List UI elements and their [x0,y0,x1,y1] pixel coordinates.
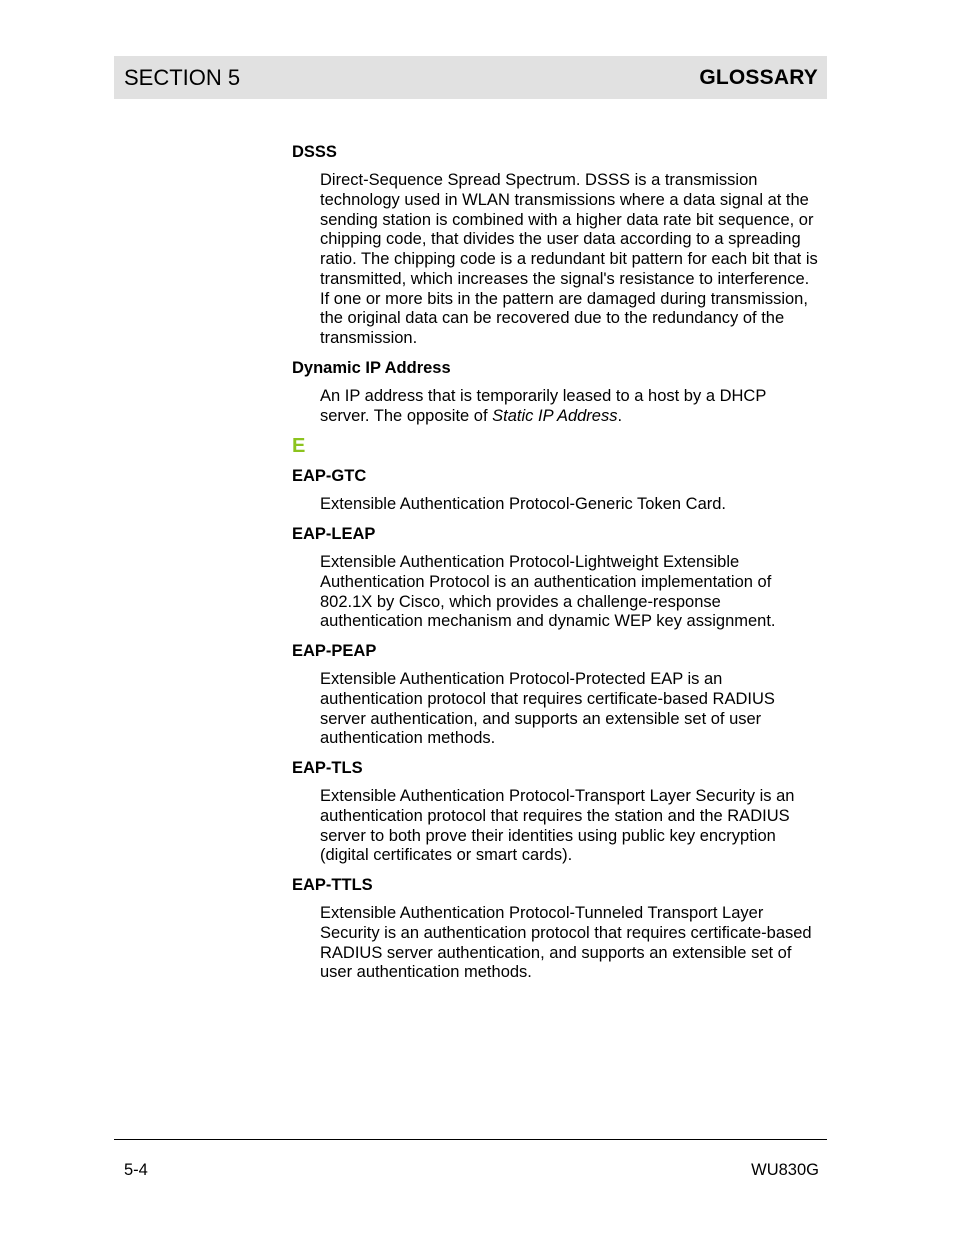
glossary-entry-eap-peap [292,641,822,749]
cross-reference: Static IP Address [492,406,618,425]
page-header [114,56,827,99]
footer-divider [114,1139,827,1140]
glossary-definition: Extensible Authentication Protocol-Protected EAP is an authentication protocol that requires certificate-based RADIUS server authentication, and supports an extensible set of user authentication methods. [320,670,775,748]
glossary-term: EAP-LEAP [292,525,376,543]
glossary-term: Dynamic IP Address [292,358,451,377]
glossary-definition [320,387,820,427]
glossary-definition: Extensible Authentication Protocol-Tunneled Transport Layer Security is an authentication protocol that requires certificate-based RADIUS server authentication, and supports an extensible set of user authentication methods. [320,904,812,982]
letter-heading-e: E [292,435,306,458]
glossary-entry-dynamic-ip-address [292,358,822,427]
glossary-entry-eap-tls [292,758,822,866]
glossary-term: DSSS [292,143,337,161]
glossary-content [292,142,822,992]
section-label: SECTION 5 [124,64,241,90]
glossary-term: EAP-PEAP [292,642,377,660]
glossary-definition: Direct-Sequence Spread Spectrum. DSSS is a transmission technology used in WLAN transmissions where a data signal at the sending station is combined with a higher data rate bit sequence, or chipping code, that divides the user data according to a spreading ratio. The chipping code is a redundant bit pattern for each bit that is transmitted, which increases the signal's resistance to interference. If one or more bits in the pattern are damaged during transmission, the original data can be recovered due to the redundancy of the transmission. [320,171,818,347]
glossary-term: EAP-TTLS [292,876,373,894]
glossary-definition: Extensible Authentication Protocol-Transport Layer Security is an authentication protocol that requires the station and the RADIUS server to both prove their identities using public key encryption (digital certificates or smart cards). [320,787,795,865]
glossary-entry-eap-ttls [292,875,822,983]
page-title: GLOSSARY [699,65,818,89]
glossary-term: EAP-GTC [292,467,367,486]
glossary-entry-eap-gtc [292,466,822,515]
glossary-entry-eap-leap [292,524,822,632]
glossary-entry-dsss [292,142,822,349]
product-model: WU830G [751,1161,819,1179]
definition-text: An IP address that is temporarily leased to a host by a DHCP server. The opposite of [320,386,767,425]
glossary-definition: Extensible Authentication Protocol-Generic Token Card. [320,495,727,514]
page-number: 5-4 [124,1161,148,1179]
glossary-term: EAP-TLS [292,759,363,777]
definition-text-end: . [617,406,623,425]
glossary-definition: Extensible Authentication Protocol-Lightweight Extensible Authentication Protocol is an authentication implementation of 802.1X by Cisco, which provides a challenge-response authentication mechanism and dynamic WEP key assignment. [320,553,776,631]
